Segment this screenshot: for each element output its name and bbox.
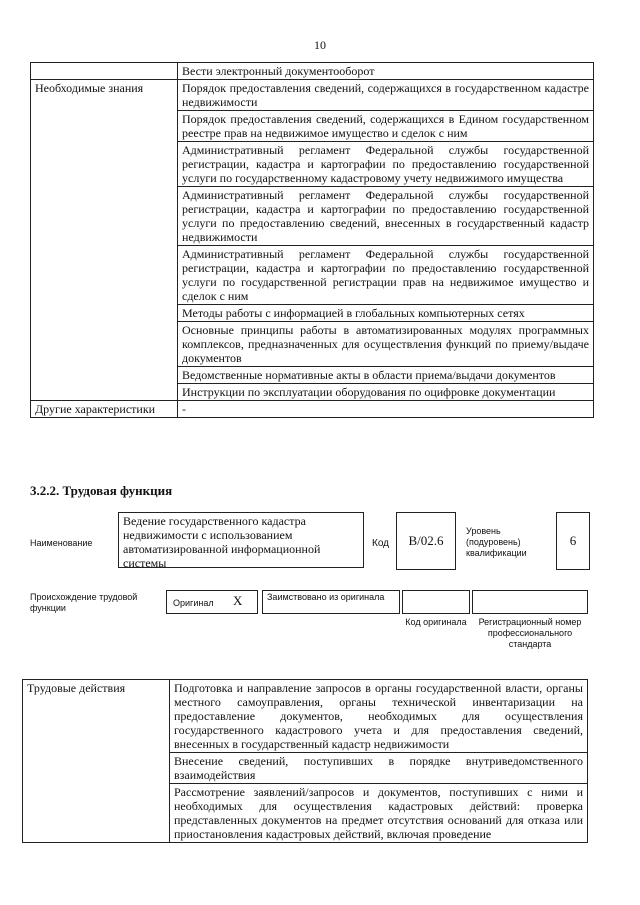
original-box <box>166 590 258 614</box>
knowledge-item: Инструкции по эксплуатации оборудования по оцифровке документации <box>178 384 594 401</box>
section-title: 3.2.2. Трудовая функция <box>30 483 173 498</box>
labor-action-item: Подготовка и направление запросов в органы государственной власти, органы местного самоуправления, органы технической инвентаризации на предоставление документов, необходимых для осуществления государственного кадастрового учета и для предоставления сведений, внесенных в государственный кадастр недвижимости <box>170 680 588 753</box>
origin-label: Происхождение трудовой функции <box>30 592 138 613</box>
labor-actions-table <box>22 679 588 843</box>
knowledge-label: Необходимые знания <box>31 80 178 401</box>
knowledge-item: Порядок предоставления сведений, содержащихся в государственном кадастре недвижимости <box>178 80 594 111</box>
borrowed-box <box>262 590 400 614</box>
knowledge-item: Основные принципы работы в автоматизированных модулях программных комплексов, предназначенных для осуществления функций по приему/выдаче документов <box>178 322 594 367</box>
code-original-caption: Код оригинала <box>405 617 467 627</box>
knowledge-item: Ведомственные нормативные акты в области приема/выдачи документов <box>178 367 594 384</box>
reg-number-box <box>472 590 588 614</box>
level-value-box: 6 <box>556 512 590 570</box>
knowledge-table <box>30 62 594 418</box>
labor-actions-label: Трудовые действия <box>23 680 170 843</box>
code-original-box <box>402 590 470 614</box>
table-cell: Вести электронный документооборот <box>178 63 594 80</box>
code-value-box: В/02.6 <box>396 512 456 570</box>
name-label: Наименование <box>30 538 93 548</box>
function-name-box: Ведение государственного кадастра недвижимости с использованием автоматизированной информационной системы <box>118 512 364 568</box>
knowledge-item: Административный регламент Федеральной службы государственной регистрации, кадастра и картографии по предоставлению государственной услуги по государственной регистрации прав на недвижимое имущество и сделок с ним <box>178 246 594 305</box>
labor-action-item: Рассмотрение заявлений/запросов и документов, поступивших с ними и необходимых для осуществления кадастровых действий: проверка представленных документов на предмет отсутствия оснований для отказа или приостановления кадастровых действий, включая проведение <box>170 784 588 843</box>
code-label: Код <box>372 538 390 549</box>
table-cell <box>31 63 178 80</box>
other-value: - <box>178 401 594 418</box>
knowledge-item: Административный регламент Федеральной службы государственной регистрации, кадастра и картографии по предоставлению государственной услуги по государственному кадастровому учету недвижимого имущества <box>178 142 594 187</box>
borrowed-label: Заимствовано из оригинала <box>267 592 385 602</box>
other-label: Другие характеристики <box>31 401 178 418</box>
labor-action-item: Внесение сведений, поступивших в порядке внутриведомственного взаимодействия <box>170 753 588 784</box>
knowledge-item: Порядок предоставления сведений, содержащихся в Едином государственном реестре прав на недвижимое имущество и сделок с ним <box>178 111 594 142</box>
knowledge-item: Методы работы с информацией в глобальных компьютерных сетях <box>178 305 594 322</box>
page-number: 10 <box>314 38 326 52</box>
reg-number-caption: Регистрационный номер профессионального стандарта <box>478 617 582 649</box>
original-mark: X <box>233 593 243 608</box>
level-label: Уровень (подуровень) квалификации <box>466 526 527 558</box>
original-label: Оригинал <box>173 598 214 608</box>
knowledge-item: Административный регламент Федеральной службы государственной регистрации, кадастра и картографии по предоставлению государственной услуги по предоставлению сведений, внесенных в государственный кадастр недвижимости <box>178 187 594 246</box>
